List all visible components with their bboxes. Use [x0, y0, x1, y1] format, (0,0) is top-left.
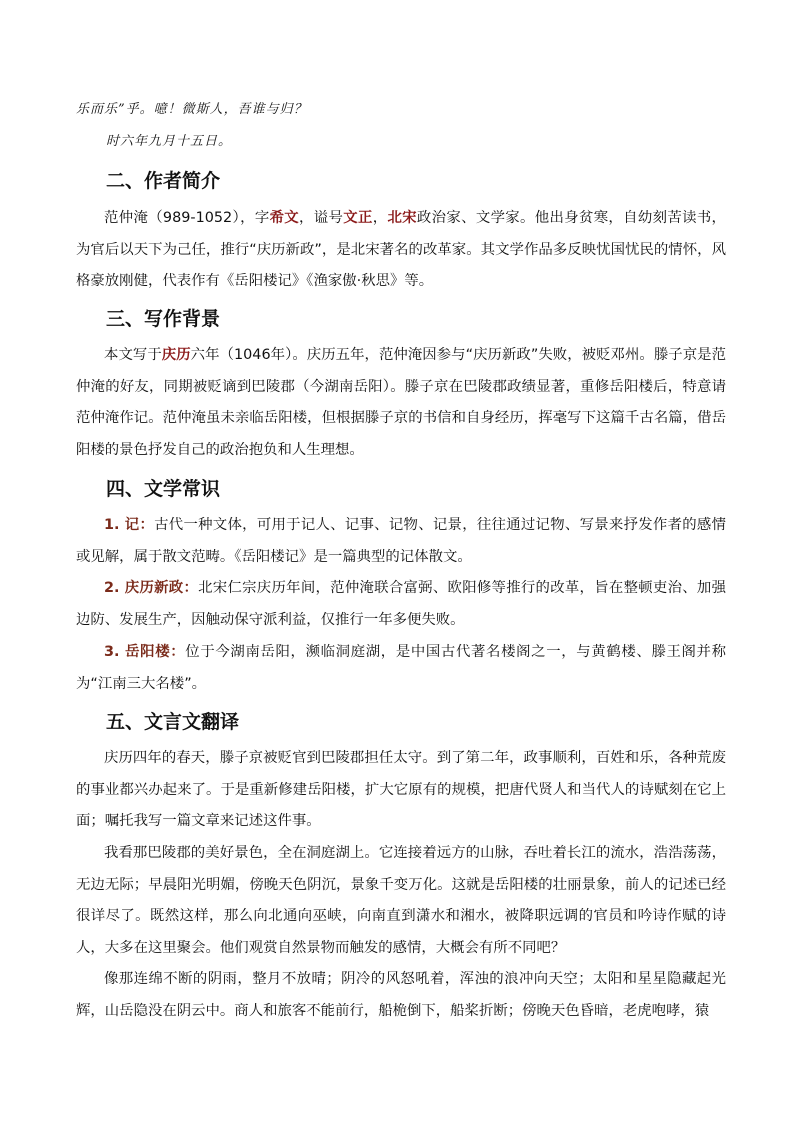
- heading-author: 二、作者简介: [106, 170, 221, 192]
- heading-background: 三、写作背景: [106, 308, 221, 330]
- translation-paragraph-1: 庆历四年的春天，滕子京被贬官到巴陵郡担任太守。到了第二年，政事顺利，百姓和乐，各种荒废的事业都兴办起来了。于是重新修建岳阳楼，扩大它原有的规模，把唐代贤人和当代人的诗赋刻在它上面；嘱托我写一篇文章来记述这件事。: [76, 750, 726, 829]
- translation-paragraph-3: 像那连绵不断的阴雨，整月不放晴；阴冷的风怒吼着，浑浊的浪冲向天空；太阳和星星隐藏起光辉，山岳隐没在阴云中。商人和旅客不能前行，船桅倒下，船桨折断；傍晚天色昏暗，老虎咆哮，猿: [76, 971, 726, 1019]
- author-paragraph: 范仲淹（989-1052），字希文，谥号文正，北宋政治家、文学家。他出身贫寒，自幼刻苦读书，为官后以天下为己任，推行“庆历新政”，是北宋著名的改革家。其文学作品多反映忧国忧民的情怀，风格豪放刚健，代表作有《岳阳楼记》《渔家傲·秋思》等。: [76, 210, 726, 289]
- literature-item-2: 2. 庆历新政：北宋仁宗庆历年间，范仲淹联合富弼、欧阳修等推行的改革，旨在整顿吏治、加强边防、发展生产，因触动保守派利益，仅推行一年多便失败。: [76, 580, 726, 628]
- literature-item-3: 3. 岳阳楼：位于今湖南岳阳，濒临洞庭湖，是中国古代著名楼阁之一，与黄鹤楼、滕王阁并称为“江南三大名楼”。: [76, 644, 726, 692]
- literature-item-1: 1. 记：古代一种文体，可用于记人、记事、记物、记景，往往通过记物、写景来抒发作者的感情或见解，属于散文范畴。《岳阳楼记》是一篇典型的记体散文。: [76, 517, 726, 565]
- original-text-line-1: 乐而乐”乎。噫！微斯人，吾谁与归？: [76, 102, 308, 117]
- translation-paragraph-2: 我看那巴陵郡的美好景色，全在洞庭湖上。它连接着远方的山脉，吞吐着长江的流水，浩浩荡荡，无边无际；早晨阳光明媚，傍晚天色阴沉，景象千变万化。这就是岳阳楼的壮丽景象，前人的记述已经很详尽了。既然这样，那么向北通向巫峡，向南直到潇水和湘水，被降职远调的官员和吟诗作赋的诗人，大多在这里聚会。他们观赏自然景物而触发的感情，大概会有所不同吧？: [76, 845, 726, 956]
- heading-literature: 四、文学常识: [106, 478, 221, 500]
- heading-translation: 五、文言文翻译: [106, 711, 240, 733]
- original-text-line-2: 时六年九月十五日。: [106, 134, 233, 149]
- background-paragraph: 本文写于庆历六年（1046年）。庆历五年，范仲淹因参与“庆历新政”失败，被贬邓州。滕子京是范仲淹的好友，同期被贬谪到巴陵郡（今湖南岳阳）。滕子京在巴陵郡政绩显著，重修岳阳楼后，特意请范仲淹作记。范仲淹虽未亲临岳阳楼，但根据滕子京的书信和自身经历，挥毫写下这篇千古名篇，借岳阳楼的景色抒发自己的政治抱负和人生理想。: [76, 347, 726, 458]
